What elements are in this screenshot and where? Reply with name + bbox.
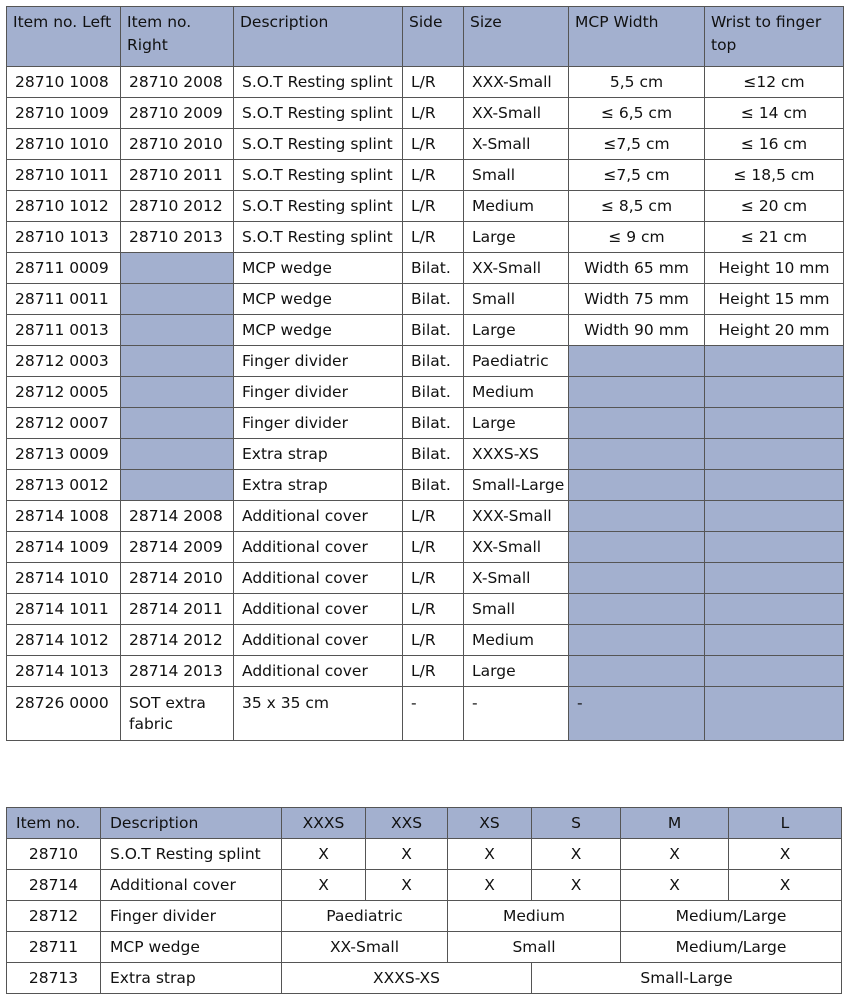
wrist-to-finger-cell [705,656,844,687]
wrist-to-finger-cell [705,408,844,439]
table-row [7,439,844,470]
mcp-width-cell [569,377,705,408]
item-right-cell [121,346,234,377]
description-cell: Extra strap [234,470,403,501]
description-cell: Finger divider [234,408,403,439]
item-left-cell: 28713 0012 [7,470,121,501]
description-cell: S.O.T Resting splint [234,191,403,222]
table-row [7,160,844,191]
size-cell: Medium [464,191,569,222]
size-cell: Medium [448,901,621,932]
size-cell: X [282,870,366,901]
item-left-cell: 28713 0009 [7,439,121,470]
side-cell: L/R [403,191,464,222]
size-cell: Small [464,594,569,625]
wrist-to-finger-cell: ≤ 20 cm [705,191,844,222]
item-right-cell: 28714 2008 [121,501,234,532]
description-cell: Additional cover [234,501,403,532]
description-cell: Finger divider [101,901,282,932]
size-cell: Large [464,222,569,253]
item-no-cell: 28714 [7,870,101,901]
item-right-cell [121,408,234,439]
mcp-width-cell [569,346,705,377]
table-row [7,687,844,741]
description-cell: Additional cover [234,563,403,594]
wrist-to-finger-cell [705,563,844,594]
item-no-cell: 28711 [7,932,101,963]
wrist-to-finger-cell: ≤12 cm [705,67,844,98]
mcp-width-cell: Width 75 mm [569,284,705,315]
item-left-cell: 28711 0013 [7,315,121,346]
description-cell: S.O.T Resting splint [234,222,403,253]
header-description: Description [101,808,282,839]
item-right-cell: 28714 2013 [121,656,234,687]
wrist-to-finger-cell: ≤ 14 cm [705,98,844,129]
size-cell: - [464,687,569,741]
mcp-width-cell: ≤ 8,5 cm [569,191,705,222]
item-left-cell: 28710 1013 [7,222,121,253]
description-cell: Additional cover [234,625,403,656]
size-cell: XX-Small [464,253,569,284]
header-size-xs: XS [448,808,532,839]
wrist-to-finger-cell [705,439,844,470]
table-row [7,470,844,501]
table-row [7,932,842,963]
header-size-xxxs: XXXS [282,808,366,839]
description-cell: Extra strap [234,439,403,470]
size-cell: X [448,870,532,901]
item-right-cell: 28710 2012 [121,191,234,222]
mcp-width-cell [569,408,705,439]
header-wrist-to-finger: Wrist to finger top [705,7,844,67]
item-right-cell: 28710 2010 [121,129,234,160]
item-left-cell: 28726 0000 [7,687,121,741]
item-no-cell: 28710 [7,839,101,870]
item-left-cell: 28710 1008 [7,67,121,98]
item-right-cell: 28710 2013 [121,222,234,253]
table-row [7,129,844,160]
wrist-to-finger-cell: Height 10 mm [705,253,844,284]
size-cell: XXXS-XS [464,439,569,470]
description-cell: Additional cover [234,532,403,563]
item-right-cell: SOT extra fabric [121,687,234,741]
item-right-cell: 28714 2012 [121,625,234,656]
header-side: Side [403,7,464,67]
table-row [7,315,844,346]
item-right-cell: 28710 2008 [121,67,234,98]
mcp-width-cell [569,470,705,501]
item-left-cell: 28710 1009 [7,98,121,129]
mcp-width-cell [569,439,705,470]
size-cell: X [532,839,621,870]
item-left-cell: 28712 0003 [7,346,121,377]
item-no-cell: 28713 [7,963,101,994]
size-cell: Small-Large [532,963,842,994]
header-size: Size [464,7,569,67]
description-cell: MCP wedge [234,315,403,346]
table-row [7,222,844,253]
mcp-width-cell: 5,5 cm [569,67,705,98]
table-row [7,98,844,129]
wrist-to-finger-cell [705,594,844,625]
size-cell: X [621,870,729,901]
wrist-to-finger-cell [705,346,844,377]
item-left-cell: 28710 1010 [7,129,121,160]
table-header-row [7,7,844,67]
side-cell: L/R [403,563,464,594]
description-cell: Finger divider [234,346,403,377]
wrist-to-finger-cell [705,377,844,408]
table-row [7,656,844,687]
size-cell: X [366,839,448,870]
side-cell: L/R [403,656,464,687]
table-row [7,346,844,377]
size-cell: XX-Small [464,532,569,563]
header-mcp-width: MCP Width [569,7,705,67]
wrist-to-finger-cell: ≤ 18,5 cm [705,160,844,191]
table-row [7,963,842,994]
size-cell: Medium/Large [621,901,842,932]
side-cell: L/R [403,532,464,563]
description-cell: S.O.T Resting splint [234,160,403,191]
wrist-to-finger-cell: Height 20 mm [705,315,844,346]
table-row [7,501,844,532]
description-cell: S.O.T Resting splint [234,67,403,98]
size-cell: X-Small [464,129,569,160]
item-right-cell: 28710 2011 [121,160,234,191]
table-row [7,253,844,284]
description-cell: S.O.T Resting splint [101,839,282,870]
size-cell: Medium [464,625,569,656]
table-row [7,532,844,563]
mcp-width-cell [569,532,705,563]
mcp-width-cell [569,563,705,594]
table-row [7,563,844,594]
description-cell: Additional cover [234,656,403,687]
wrist-to-finger-cell: ≤ 21 cm [705,222,844,253]
item-right-cell: 28714 2010 [121,563,234,594]
item-left-cell: 28714 1010 [7,563,121,594]
description-cell: S.O.T Resting splint [234,129,403,160]
item-right-cell: 28710 2009 [121,98,234,129]
size-cell: Paediatric [282,901,448,932]
side-cell: Bilat. [403,284,464,315]
description-cell: MCP wedge [234,253,403,284]
size-cell: Large [464,315,569,346]
item-left-cell: 28710 1011 [7,160,121,191]
side-cell: Bilat. [403,346,464,377]
size-cell: Small-Large [464,470,569,501]
size-cell: X [729,839,842,870]
mcp-width-cell: Width 65 mm [569,253,705,284]
wrist-to-finger-cell: ≤ 16 cm [705,129,844,160]
size-cell: X-Small [464,563,569,594]
size-cell: Large [464,656,569,687]
table-row [7,625,844,656]
item-left-cell: 28714 1011 [7,594,121,625]
item-left-cell: 28712 0007 [7,408,121,439]
side-cell: Bilat. [403,439,464,470]
size-cell: Large [464,408,569,439]
side-cell: L/R [403,594,464,625]
description-cell: MCP wedge [101,932,282,963]
side-cell: L/R [403,501,464,532]
size-cell: X [621,839,729,870]
table-row [7,408,844,439]
table-row [7,284,844,315]
mcp-width-cell [569,594,705,625]
header-size-l: L [729,808,842,839]
size-matrix-table [6,807,842,994]
item-left-cell: 28711 0009 [7,253,121,284]
side-cell: - [403,687,464,741]
size-cell: X [448,839,532,870]
size-cell: Paediatric [464,346,569,377]
item-left-cell: 28712 0005 [7,377,121,408]
item-left-cell: 28714 1009 [7,532,121,563]
size-cell: XX-Small [282,932,448,963]
wrist-to-finger-cell [705,501,844,532]
side-cell: L/R [403,625,464,656]
description-cell: MCP wedge [234,284,403,315]
size-cell: X [366,870,448,901]
wrist-to-finger-cell [705,470,844,501]
mcp-width-cell [569,656,705,687]
mcp-width-cell [569,625,705,656]
side-cell: L/R [403,67,464,98]
item-left-cell: 28714 1008 [7,501,121,532]
item-left-cell: 28710 1012 [7,191,121,222]
description-cell: Finger divider [234,377,403,408]
side-cell: Bilat. [403,253,464,284]
side-cell: L/R [403,160,464,191]
mcp-width-cell: Width 90 mm [569,315,705,346]
table-row [7,377,844,408]
item-left-cell: 28711 0011 [7,284,121,315]
table-row [7,67,844,98]
mcp-width-cell: ≤7,5 cm [569,160,705,191]
description-cell: Additional cover [101,870,282,901]
header-size-xxs: XXS [366,808,448,839]
size-cell: XXXS-XS [282,963,532,994]
description-cell: S.O.T Resting splint [234,98,403,129]
table-row [7,901,842,932]
side-cell: Bilat. [403,408,464,439]
item-right-cell [121,284,234,315]
size-cell: Small [464,284,569,315]
description-cell: Extra strap [101,963,282,994]
wrist-to-finger-cell [705,532,844,563]
item-right-cell: 28714 2011 [121,594,234,625]
item-right-cell [121,253,234,284]
item-right-cell [121,439,234,470]
mcp-width-cell [569,501,705,532]
size-cell: Small [464,160,569,191]
wrist-to-finger-cell [705,687,844,741]
item-left-cell: 28714 1013 [7,656,121,687]
size-cell: Small [448,932,621,963]
side-cell: L/R [403,129,464,160]
table-row [7,870,842,901]
table-row [7,839,842,870]
wrist-to-finger-cell: Height 15 mm [705,284,844,315]
side-cell: L/R [403,222,464,253]
header-size-s: S [532,808,621,839]
size-cell: Medium/Large [621,932,842,963]
size-cell: XX-Small [464,98,569,129]
header-item-right: Item no. Right [121,7,234,67]
size-cell: X [729,870,842,901]
size-cell: XXX-Small [464,67,569,98]
header-item-left: Item no. Left [7,7,121,67]
size-cell: Medium [464,377,569,408]
table-row [7,191,844,222]
side-cell: Bilat. [403,377,464,408]
mcp-width-cell: ≤ 6,5 cm [569,98,705,129]
size-cell: X [532,870,621,901]
header-item-no: Item no. [7,808,101,839]
header-description: Description [234,7,403,67]
table-row [7,594,844,625]
item-right-cell [121,377,234,408]
item-left-cell: 28714 1012 [7,625,121,656]
item-right-cell: 28714 2009 [121,532,234,563]
header-size-m: M [621,808,729,839]
item-right-cell [121,315,234,346]
size-cell: X [282,839,366,870]
side-cell: L/R [403,98,464,129]
description-cell: Additional cover [234,594,403,625]
description-cell: 35 x 35 cm [234,687,403,741]
wrist-to-finger-cell [705,625,844,656]
table-header-row [7,808,842,839]
size-cell: XXX-Small [464,501,569,532]
mcp-width-cell: ≤ 9 cm [569,222,705,253]
item-right-cell [121,470,234,501]
mcp-width-cell: ≤7,5 cm [569,129,705,160]
product-table [6,6,844,741]
side-cell: Bilat. [403,315,464,346]
side-cell: Bilat. [403,470,464,501]
item-no-cell: 28712 [7,901,101,932]
mcp-width-cell: - [569,687,705,741]
